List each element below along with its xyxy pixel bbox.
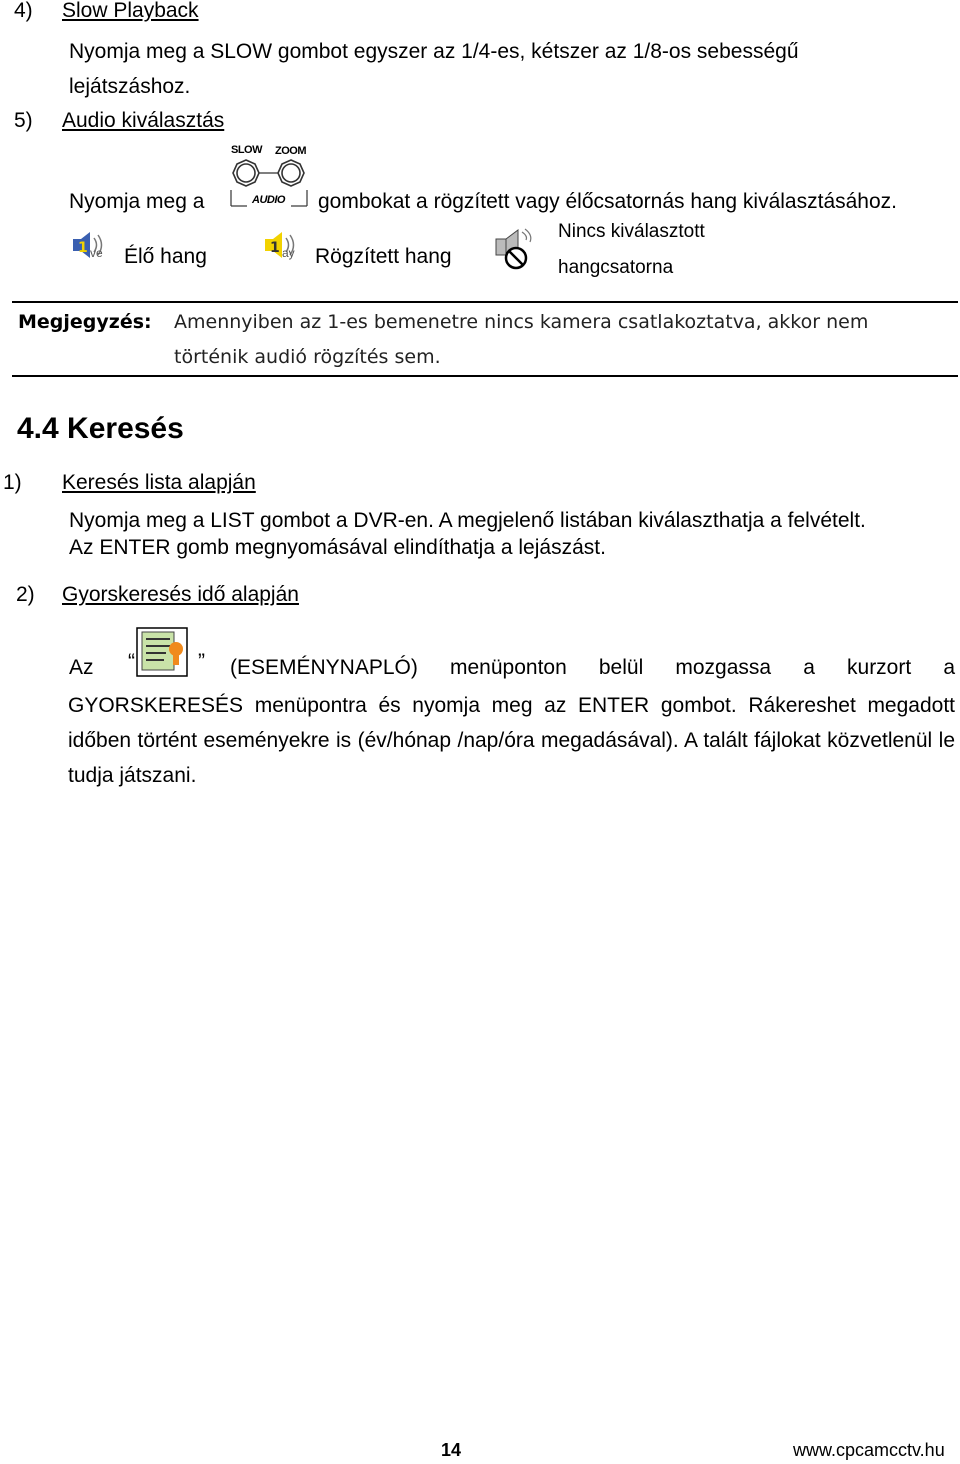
section-5-title: Audio kiválasztás (62, 109, 225, 132)
item-1-line2: Az ENTER gomb megnyomásával elindíthatja a lejászást. (69, 536, 606, 559)
svg-text:1: 1 (78, 240, 88, 256)
section-4-title: Slow Playback (62, 0, 199, 22)
playback-audio-label: Rögzített hang (315, 245, 452, 268)
note-line1: Amennyiben az 1-es bemenetre nincs kamera csatlakoztatva, akkor nem (174, 311, 869, 333)
item-1-line1: Nyomja meg a LIST gombot a DVR-en. A megjelenő listában kiválaszthatja a felvételt. (69, 509, 866, 532)
item-1-number: 1) (3, 471, 22, 494)
no-channel-label-line2: hangcsatorna (558, 257, 674, 278)
section-4-number: 4) (14, 0, 33, 22)
zoom-button-label: ZOOM (275, 145, 306, 157)
no-channel-label-line1: Nincs kiválasztott (558, 221, 705, 242)
svg-text:1: 1 (270, 240, 280, 256)
playback-audio-icon: 1 ay (264, 230, 302, 262)
section-heading: 4.4 Keresés (17, 412, 184, 445)
item-2-close-quote: ” (198, 650, 205, 673)
footer-url: www.cpcamcctv.hu (793, 1440, 945, 1460)
section-5-post-text: gombokat a rögzített vagy élőcsatornás hang kiválasztásához. (318, 190, 897, 213)
note-line2: történik audió rögzítés sem. (174, 346, 441, 368)
section-5-pre-text: Nyomja meg a (69, 190, 205, 213)
note-top-rule (12, 301, 958, 303)
item-2-number: 2) (16, 583, 35, 606)
slow-button-label: SLOW (231, 144, 262, 156)
event-log-icon (136, 627, 188, 677)
item-2-first-line: (ESEMÉNYNAPLÓ) menüponton belül mozgassa a kurzort a (230, 656, 955, 679)
item-2-title: Gyorskeresés idő alapján (62, 583, 299, 606)
note-label: Megjegyzés: (18, 311, 152, 333)
item-2-open-quote: “ (128, 650, 135, 673)
page-number: 14 (441, 1440, 462, 1460)
slow-zoom-audio-buttons-image (227, 140, 313, 210)
item-2-paragraph: GYORSKERESÉS menüpontra és nyomja meg az ENTER gombot. Rákereshet megadott időben történt eseményekre is (év/hónap /nap/óra megadásával). A talált fájlokat közvetlenül le tudja játszani. (68, 694, 955, 787)
item-1-title: Keresés lista alapján (62, 471, 256, 494)
section-4-line2: lejátszáshoz. (69, 75, 191, 98)
note-bottom-rule (12, 375, 958, 377)
item-2-az: Az (69, 656, 94, 679)
live-audio-label: Élő hang (124, 245, 207, 268)
live-audio-icon: 1 ve (72, 230, 110, 262)
section-4-line1: Nyomja meg a SLOW gombot egyszer az 1/4-es, kétszer az 1/8-os sebességű (69, 40, 799, 63)
audio-button-label: AUDIO (252, 194, 285, 206)
muted-audio-icon (494, 226, 538, 272)
section-5-number: 5) (14, 109, 33, 132)
